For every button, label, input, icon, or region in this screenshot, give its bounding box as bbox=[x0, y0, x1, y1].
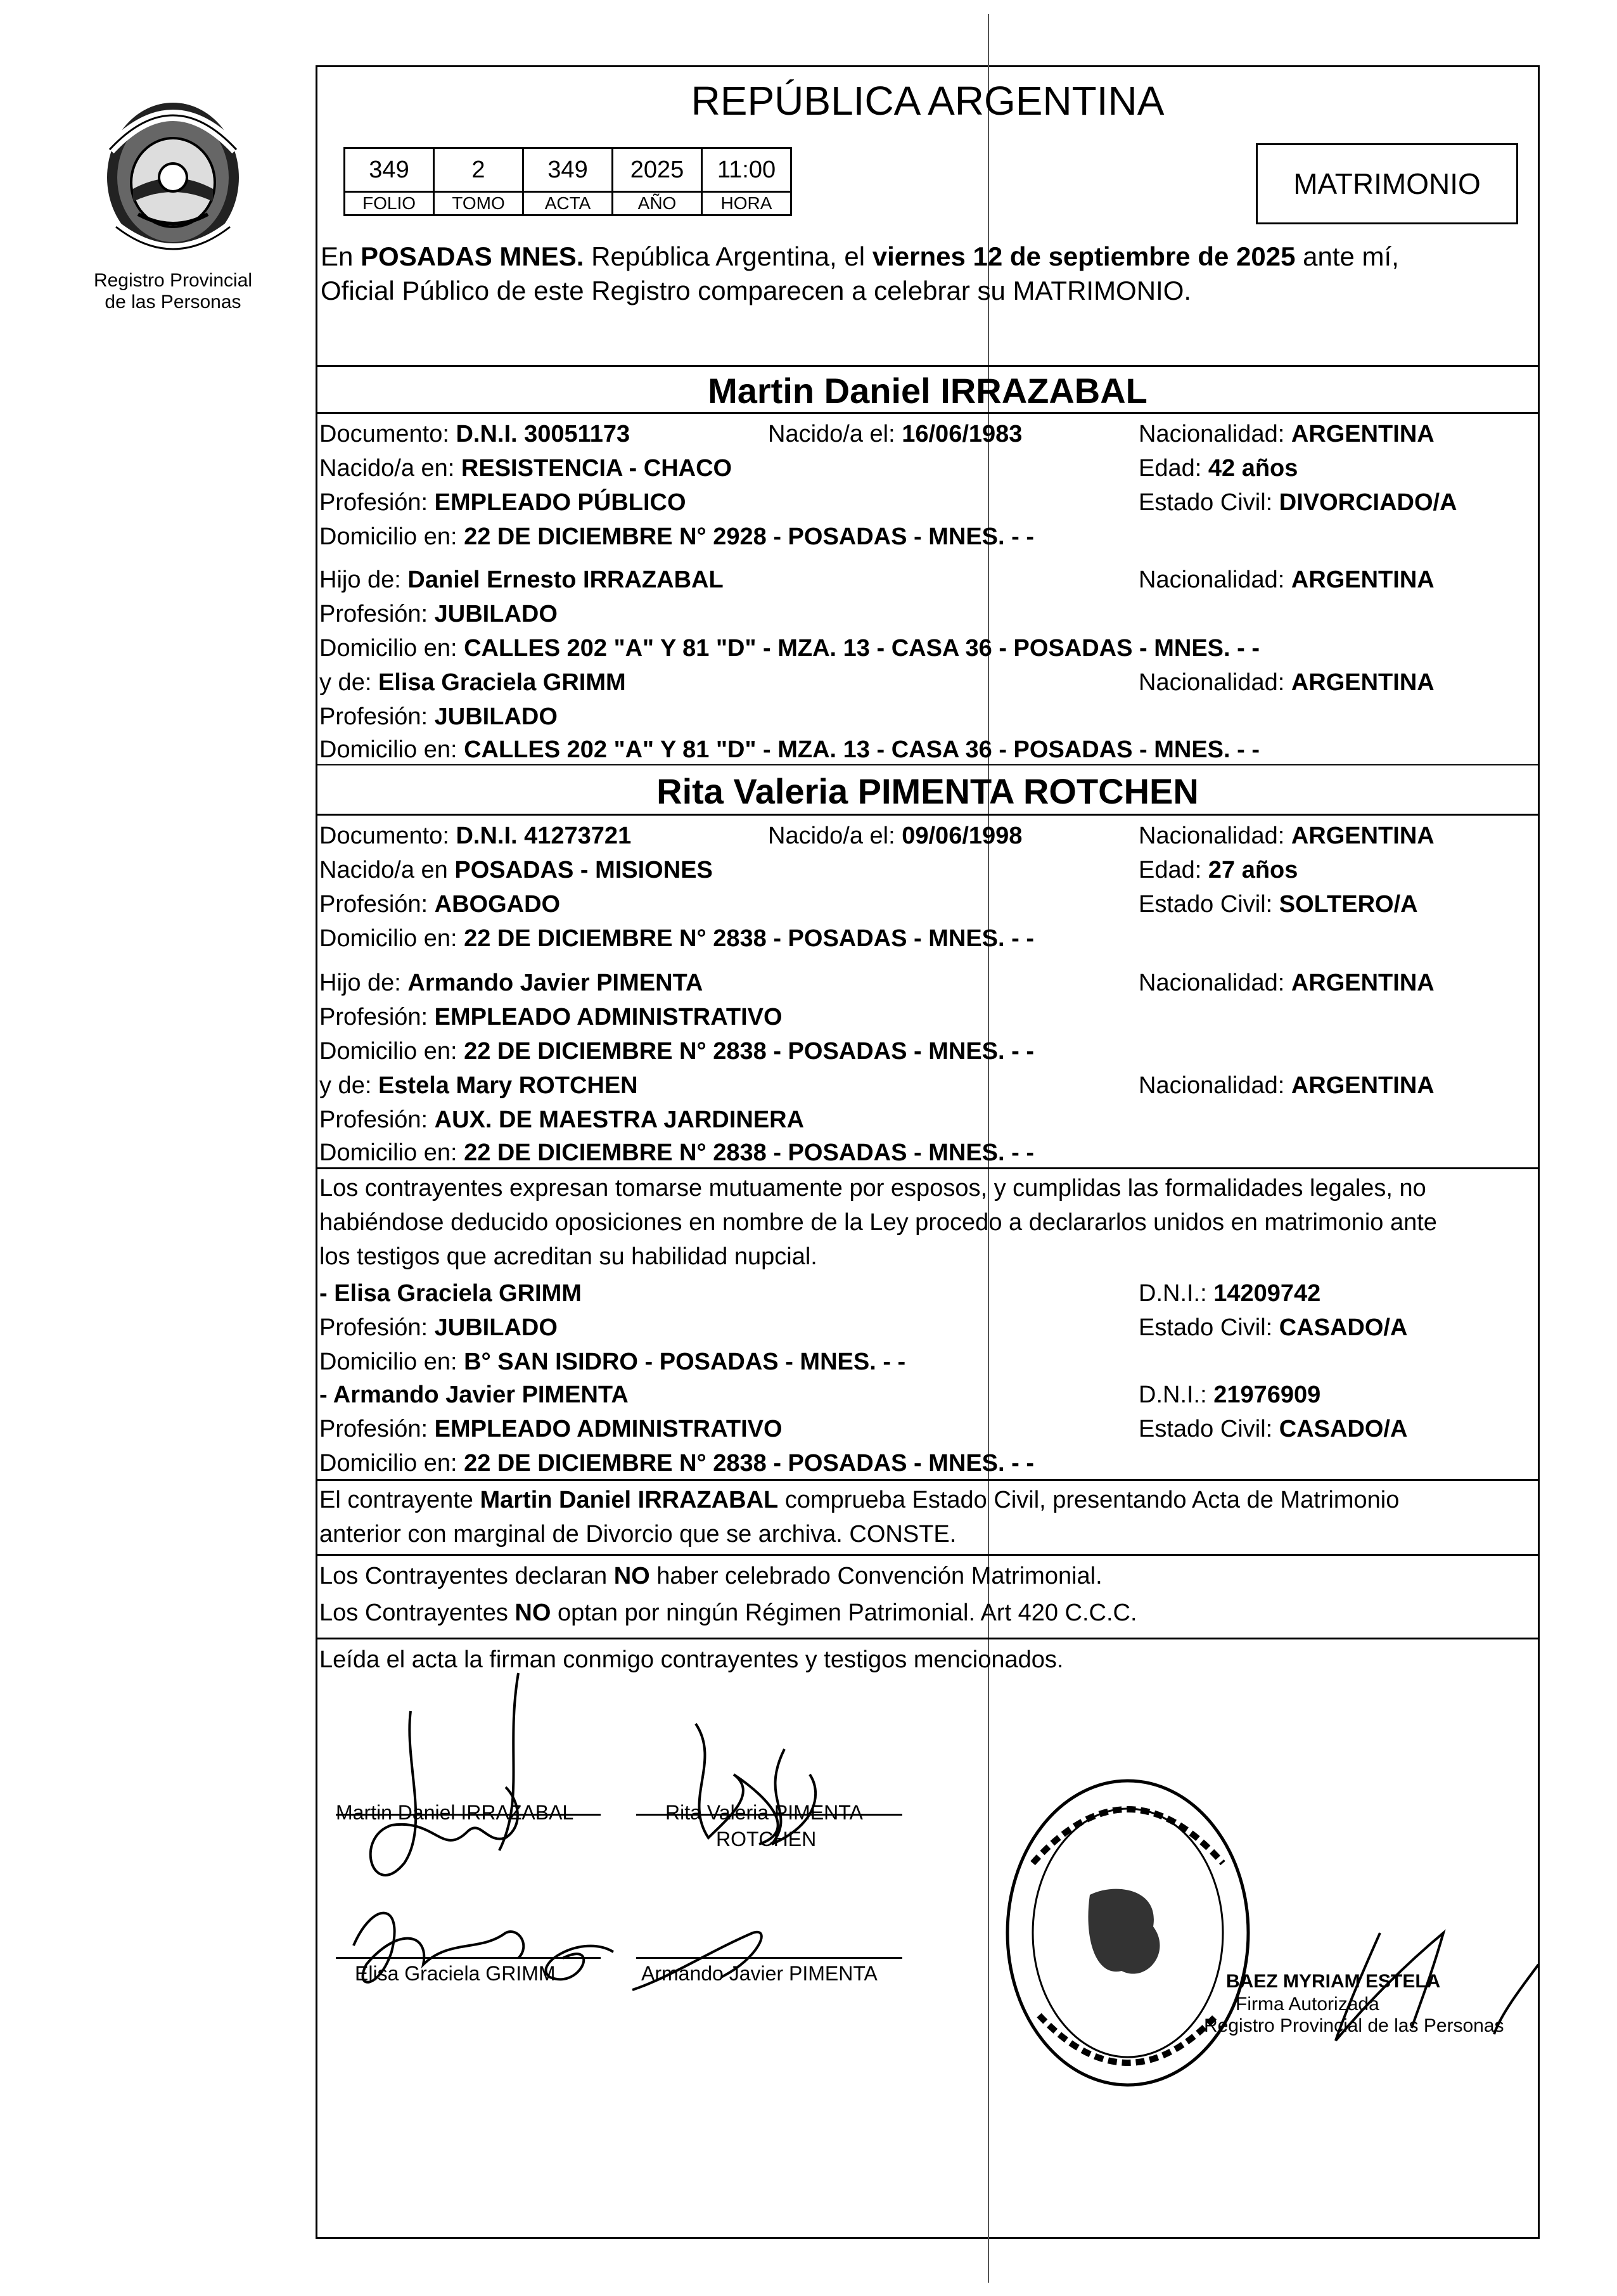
year-value: 2025 bbox=[613, 148, 702, 192]
groom-mother-nationality: Nacionalidad: ARGENTINA bbox=[1139, 669, 1435, 696]
bride-father-nationality: Nacionalidad: ARGENTINA bbox=[1139, 970, 1435, 996]
divider bbox=[316, 814, 1540, 816]
witness-2-profession: Profesión: EMPLEADO ADMINISTRATIVO bbox=[319, 1416, 783, 1442]
folio-value: 349 bbox=[345, 148, 434, 192]
signature-line bbox=[336, 1957, 601, 1959]
divider bbox=[316, 1554, 1540, 1556]
note-line-1: El contrayente Martin Daniel IRRAZABAL comprueba Estado Civil, presentando Acta de Matrimonio bbox=[319, 1487, 1400, 1513]
official-role: Firma Autorizada bbox=[1236, 1994, 1379, 2015]
witness-1-civil-status: Estado Civil: CASADO/A bbox=[1139, 1314, 1408, 1341]
bride-age: Edad: 27 años bbox=[1139, 857, 1298, 883]
groom-birthdate: Nacido/a el: 16/06/1983 bbox=[768, 421, 1023, 447]
groom-name: Martin Daniel IRRAZABAL bbox=[708, 371, 1147, 411]
witness-2-address: Domicilio en: 22 DE DICIEMBRE N° 2838 - POSADAS - MNES. - - bbox=[319, 1450, 1034, 1477]
witness-2-signature-label: Armando Javier PIMENTA bbox=[641, 1962, 878, 1985]
bride-mother-address: Domicilio en: 22 DE DICIEMBRE N° 2838 - POSADAS - MNES. - - bbox=[319, 1139, 1034, 1166]
groom-father-nationality: Nacionalidad: ARGENTINA bbox=[1139, 567, 1435, 593]
declaration-line-3: los testigos que acreditan su habilidad nupcial. bbox=[319, 1243, 817, 1270]
groom-father: Hijo de: Daniel Ernesto IRRAZABAL bbox=[319, 567, 724, 593]
groom-mother-address: Domicilio en: CALLES 202 "A" Y 81 "D" - MZA. 13 - CASA 36 - POSADAS - MNES. - - bbox=[319, 736, 1260, 763]
divider bbox=[316, 1479, 1540, 1481]
acta-value: 349 bbox=[523, 148, 613, 192]
witness-1-dni: D.N.I.: 14209742 bbox=[1139, 1280, 1321, 1307]
signature-line bbox=[636, 1957, 902, 1959]
tomo-label: TOMO bbox=[434, 192, 523, 215]
bride-birthdate: Nacido/a el: 09/06/1998 bbox=[768, 823, 1023, 849]
bride-nationality: Nacionalidad: ARGENTINA bbox=[1139, 823, 1435, 849]
note-line-2: anterior con marginal de Divorcio que se archiva. CONSTE. bbox=[319, 1521, 957, 1548]
groom-mother: y de: Elisa Graciela GRIMM bbox=[319, 669, 626, 696]
regime-line-2: Los Contrayentes NO optan por ningún Régimen Patrimonial. Art 420 C.C.C. bbox=[319, 1600, 1137, 1626]
handwritten-signatures bbox=[316, 1635, 1540, 2237]
bride-father: Hijo de: Armando Javier PIMENTA bbox=[319, 970, 703, 996]
groom-document: Documento: D.N.I. 30051173 bbox=[319, 421, 630, 447]
bride-birthplace: Nacido/a en POSADAS - MISIONES bbox=[319, 857, 713, 883]
witness-2-name: - Armando Javier PIMENTA bbox=[319, 1382, 629, 1408]
groom-profession: Profesión: EMPLEADO PÚBLICO bbox=[319, 489, 686, 516]
groom-age: Edad: 42 años bbox=[1139, 455, 1298, 482]
declaration-line-2: habiéndose deducido oposiciones en nombre de la Ley procedo a declararlos unidos en matrimonio ante bbox=[319, 1209, 1437, 1236]
groom-nationality: Nacionalidad: ARGENTINA bbox=[1139, 421, 1435, 447]
groom-father-address: Domicilio en: CALLES 202 "A" Y 81 "D" - MZA. 13 - CASA 36 - POSADAS - MNES. - - bbox=[319, 635, 1260, 662]
signatures-intro: Leída el acta la firman conmigo contrayentes y testigos mencionados. bbox=[319, 1646, 1064, 1673]
bride-mother: y de: Estela Mary ROTCHEN bbox=[319, 1072, 638, 1099]
document-type: MATRIMONIO bbox=[1293, 167, 1481, 200]
country-title: REPÚBLICA ARGENTINA bbox=[691, 78, 1165, 124]
official-registry: Registro Provincial de las Personas bbox=[1204, 2015, 1504, 2036]
witness-1-signature-label: Elisa Graciela GRIMM bbox=[355, 1962, 556, 1985]
folio-label: FOLIO bbox=[345, 192, 434, 215]
bride-mother-profession: Profesión: AUX. DE MAESTRA JARDINERA bbox=[319, 1106, 805, 1133]
groom-father-profession: Profesión: JUBILADO bbox=[319, 601, 558, 627]
bride-father-profession: Profesión: EMPLEADO ADMINISTRATIVO bbox=[319, 1004, 783, 1030]
intro-line-2: Oficial Público de este Registro comparecen a celebrar su MATRIMONIO. bbox=[321, 276, 1192, 305]
witness-1-name: - Elisa Graciela GRIMM bbox=[319, 1280, 582, 1307]
bride-civil-status: Estado Civil: SOLTERO/A bbox=[1139, 891, 1418, 918]
regime-line-1: Los Contrayentes declaran NO haber celebrado Convención Matrimonial. bbox=[319, 1563, 1102, 1589]
witness-1-profession: Profesión: JUBILADO bbox=[319, 1314, 558, 1341]
acta-label: ACTA bbox=[523, 192, 613, 215]
groom-signature-label: Martin Daniel IRRAZABAL bbox=[336, 1801, 574, 1824]
bride-profession: Profesión: ABOGADO bbox=[319, 891, 561, 918]
groom-civil-status: Estado Civil: DIVORCIADO/A bbox=[1139, 489, 1457, 516]
bride-document: Documento: D.N.I. 41273721 bbox=[319, 823, 632, 849]
bride-signature-label-1: Rita Valeria PIMENTA bbox=[665, 1801, 863, 1824]
bride-address: Domicilio en: 22 DE DICIEMBRE N° 2838 - POSADAS - MNES. - - bbox=[319, 925, 1034, 952]
divider bbox=[316, 764, 1540, 769]
witness-1-address: Domicilio en: B° SAN ISIDRO - POSADAS - MNES. - - bbox=[319, 1349, 906, 1375]
document-type-box bbox=[1256, 143, 1518, 224]
witness-2-civil-status: Estado Civil: CASADO/A bbox=[1139, 1416, 1408, 1442]
divider bbox=[316, 412, 1540, 414]
groom-mother-profession: Profesión: JUBILADO bbox=[319, 703, 558, 730]
divider bbox=[316, 1167, 1540, 1169]
groom-birthplace: Nacido/a en: RESISTENCIA - CHACO bbox=[319, 455, 732, 482]
bride-mother-nationality: Nacionalidad: ARGENTINA bbox=[1139, 1072, 1435, 1099]
reference-table bbox=[343, 147, 792, 216]
year-label: AÑO bbox=[613, 192, 702, 215]
registry-label: Registro Provincial de las Personas bbox=[93, 270, 253, 312]
witness-2-dni: D.N.I.: 21976909 bbox=[1139, 1382, 1321, 1408]
provincial-seal bbox=[81, 94, 265, 268]
bride-signature-label-2: ROTCHEN bbox=[716, 1828, 817, 1850]
groom-address: Domicilio en: 22 DE DICIEMBRE N° 2928 - POSADAS - MNES. - - bbox=[319, 523, 1034, 550]
bride-father-address: Domicilio en: 22 DE DICIEMBRE N° 2838 - POSADAS - MNES. - - bbox=[319, 1038, 1034, 1065]
hour-value: 11:00 bbox=[702, 148, 791, 192]
hour-label: HORA bbox=[702, 192, 791, 215]
bride-name: Rita Valeria PIMENTA ROTCHEN bbox=[656, 771, 1199, 811]
divider bbox=[316, 365, 1540, 367]
declaration-line-1: Los contrayentes expresan tomarse mutuamente por esposos, y cumplidas las formalidades legales, no bbox=[319, 1175, 1426, 1202]
official-name: BAEZ MYRIAM ESTELA bbox=[1226, 1971, 1441, 1992]
official-stamp bbox=[995, 1768, 1261, 2098]
tomo-value: 2 bbox=[434, 148, 523, 192]
intro-line-1: En POSADAS MNES. República Argentina, el viernes 12 de septiembre de 2025 ante mí, bbox=[321, 241, 1399, 271]
